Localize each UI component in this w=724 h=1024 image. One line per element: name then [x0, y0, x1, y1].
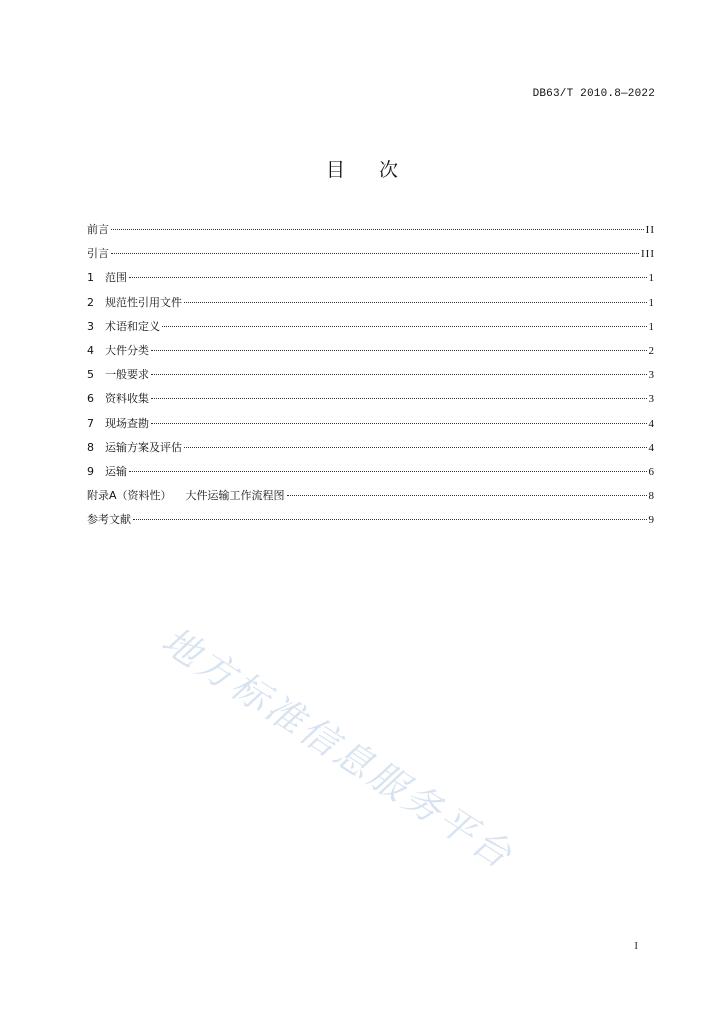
toc-entry-foreword[interactable]: [87, 218, 655, 242]
page-number: I: [634, 940, 638, 952]
toc-entry-terms[interactable]: [87, 315, 655, 339]
dot-leader: [287, 494, 647, 496]
toc-entry-scope[interactable]: [87, 266, 655, 290]
dot-leader: [111, 252, 639, 254]
toc-entry-page: 8: [648, 490, 655, 503]
toc-entry-label: 运输: [105, 464, 127, 478]
dot-leader: [129, 470, 647, 472]
toc-entry-site-survey[interactable]: [87, 412, 655, 436]
dot-leader: [151, 373, 647, 375]
toc-entry-label: 前言: [87, 223, 109, 236]
dot-leader: [162, 325, 647, 327]
toc-entry-page: 3: [648, 369, 655, 382]
dot-leader: [151, 422, 647, 424]
toc-entry-page: 6: [648, 465, 655, 478]
toc-entry-transport[interactable]: [87, 460, 655, 484]
dot-leader: [184, 446, 647, 448]
toc-entry-appendix-a[interactable]: [87, 484, 655, 508]
toc-entry-number: 1: [87, 271, 94, 285]
toc-entry-label: 参考文献: [87, 513, 131, 527]
toc-entry-page: II: [645, 224, 655, 236]
dot-leader: [151, 397, 647, 399]
document-code: DB63/T 2010.8—2022: [532, 88, 655, 100]
appendix-designation: 附录A（资料性）: [87, 489, 172, 503]
dot-leader: [184, 301, 647, 303]
toc-entry-page: 1: [648, 296, 655, 309]
toc-title: 目 次: [325, 159, 399, 181]
toc-entry-label: [87, 484, 285, 508]
toc-entry-page: 2: [648, 344, 655, 357]
toc-entry-number: 3: [87, 319, 94, 333]
toc-entry-transport-plan[interactable]: [87, 436, 655, 460]
toc-entry-page: 4: [648, 441, 655, 454]
watermark-text: 地方标准信息服务平台: [154, 618, 522, 879]
toc-entry-normative-references[interactable]: [87, 291, 655, 315]
dot-leader: [129, 276, 647, 278]
toc-entry-data-collection[interactable]: [87, 387, 655, 411]
toc-entry-general-requirements[interactable]: [87, 363, 655, 387]
toc-entry-label: 术语和定义: [105, 319, 160, 333]
toc-entry-label: 运输方案及评估: [105, 440, 182, 454]
toc-entry-bibliography[interactable]: [87, 508, 655, 532]
toc-entry-number: 8: [87, 440, 94, 454]
dot-leader: [151, 349, 647, 351]
toc-entry-page: 1: [648, 320, 655, 333]
dot-leader: [133, 518, 647, 520]
toc-entry-label: 范围: [105, 271, 127, 285]
toc-entry-introduction[interactable]: [87, 242, 655, 266]
toc-entry-page: III: [641, 248, 655, 261]
toc-entry-classification[interactable]: [87, 339, 655, 363]
toc-entry-number: 5: [87, 368, 94, 382]
dot-leader: [111, 228, 644, 230]
toc-entry-label: 现场查勘: [105, 416, 149, 430]
toc-entry-label: 资料收集: [105, 392, 149, 406]
toc-entry-number: 4: [87, 343, 94, 357]
toc-entry-page: 9: [648, 514, 655, 527]
toc-entry-label: 大件分类: [105, 343, 149, 357]
toc-entry-label: 引言: [87, 247, 109, 261]
toc-entry-page: 1: [648, 272, 655, 285]
table-of-contents: [87, 218, 655, 532]
toc-entry-label: 一般要求: [105, 368, 149, 382]
toc-entry-label: 规范性引用文件: [105, 295, 182, 309]
toc-entry-number: 7: [87, 416, 94, 430]
toc-entry-number: 9: [87, 464, 94, 478]
appendix-title: 大件运输工作流程图: [185, 489, 285, 503]
toc-entry-number: 2: [87, 295, 94, 309]
toc-entry-page: 4: [648, 417, 655, 430]
toc-entry-page: 3: [648, 393, 655, 406]
toc-entry-number: 6: [87, 392, 94, 406]
